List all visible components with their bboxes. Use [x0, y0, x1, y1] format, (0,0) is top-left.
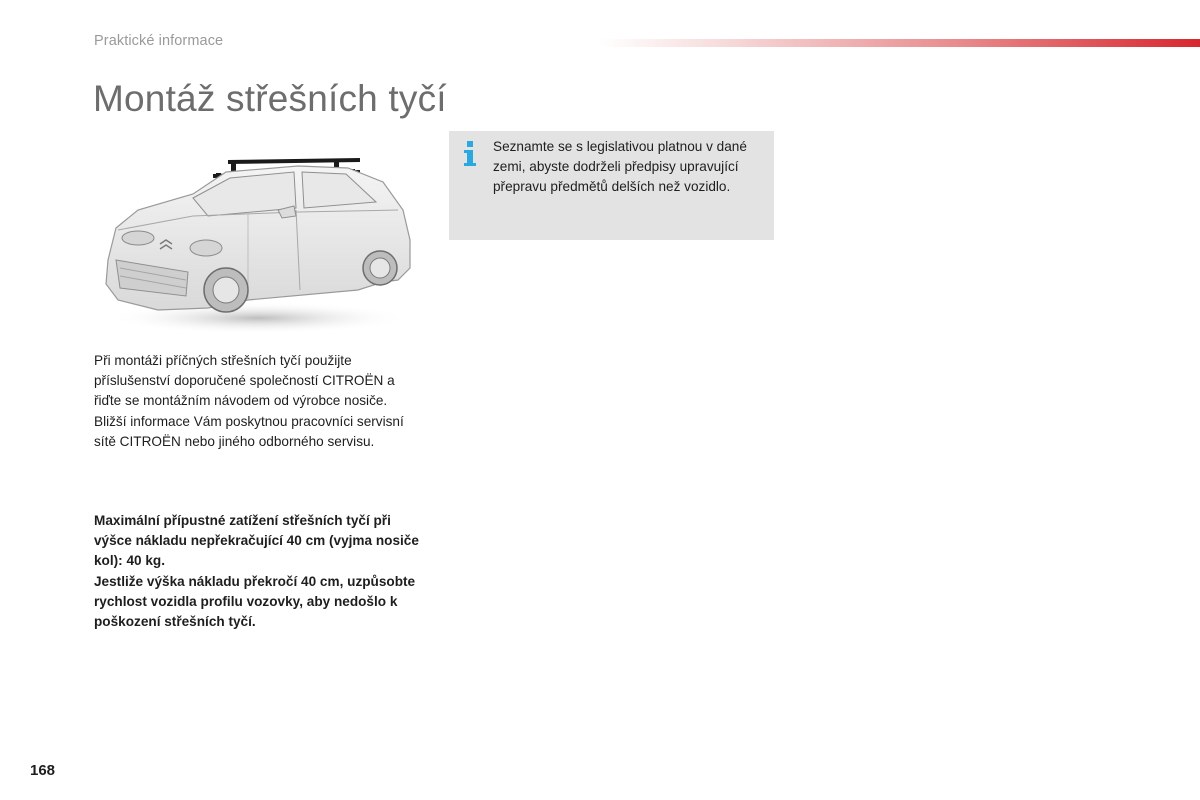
info-box	[449, 131, 774, 240]
body-paragraph: Bližší informace Vám poskytnou pracovníci servisní sítě CITROËN nebo jiného odborného servisu.	[94, 413, 404, 449]
info-icon	[463, 141, 477, 167]
warning-paragraph: Jestliže výška nákladu překročí 40 cm, uzpůsobte rychlost vozidla profilu vozovky, aby nedošlo k poškození střešních tyčí.	[94, 573, 416, 630]
page-title: Montáž střešních tyčí	[93, 78, 447, 119]
body-text	[94, 351, 424, 452]
car-roof-bars-illustration	[98, 150, 414, 335]
header-accent-bar	[600, 39, 1200, 47]
warning-paragraph: Maximální přípustné zatížení střešních tyčí při výšce nákladu nepřekračující 40 cm (vyjma nosiče kol): 40 kg.	[94, 513, 419, 569]
page-number: 168	[30, 762, 56, 779]
load-warning	[94, 511, 429, 632]
body-paragraph: Při montáži příčných střešních tyčí použijte příslušenství doporučené společností CITROËN a řiďte se montážním návodem od výrobce nosiče.	[94, 353, 395, 409]
info-text: Seznamte se s legislativou platnou v dané zemi, abyste dodrželi předpisy upravující přepravu předmětů delších než vozidlo.	[493, 139, 747, 195]
section-label: Praktické informace	[94, 33, 224, 49]
